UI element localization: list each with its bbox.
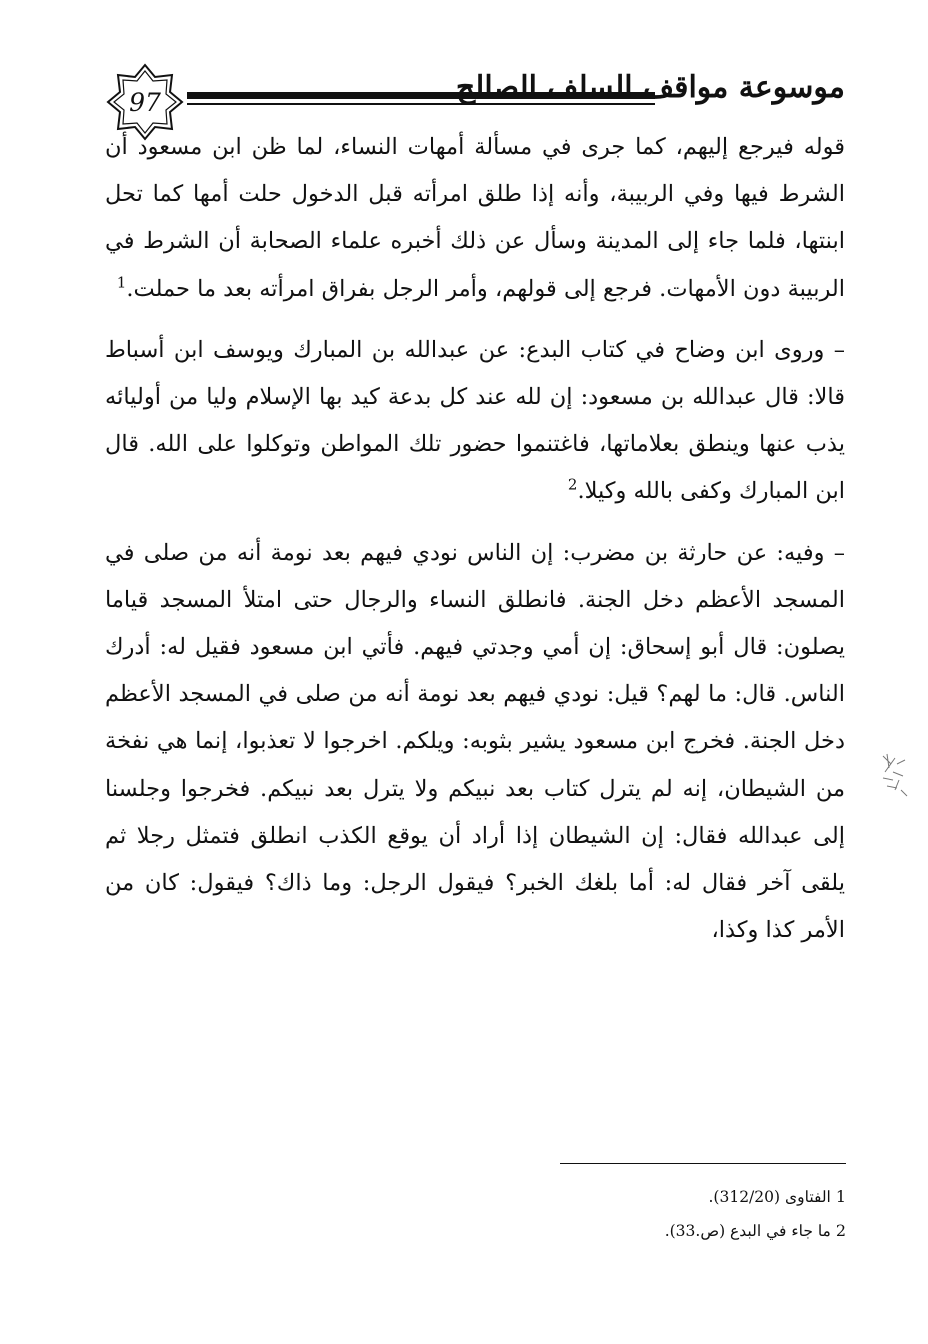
footnote-separator <box>560 1163 846 1164</box>
footnote-text: الفتاوى (312/20). <box>708 1188 831 1206</box>
paragraph-text: – وفيه: عن حارثة بن مضرب: إن الناس نودي فيهم بعد نومة أنه من صلى في المسجد الأعظم دخل الجنة. فانطلق النساء والرجال حتى امتلأ المسجد قياما يصلون: قال أبو إسحاق: إن أمي وجدتي فيهم. فأتي ابن مسعود فقيل له: أدرك الناس. قال: ما لهم؟ قيل: نودي فيهم بعد نومة أنه من صلى في المسجد الأعظم دخل الجنة. فخرج ابن مسعود يشير بثوبه: ويلكم. اخرجوا لا تعذبوا، إنما هي نفخة من الشيطان، إنه لم يترل كتاب بعد نبيكم ولا يترل بعد نبيكم. فخرجوا وجلسنا إلى عبدالله فقال: إن الشيطان إذا أراد أن يوقع الكذب انطلق فتمثل رجلا ثم يلقى آخر فقال له: أما بلغك الخبر؟ فيقول الرجل: وما ذاك؟ فيقول: كان من الأمر كذا وكذا، <box>105 539 845 944</box>
paragraph-text: – وروى ابن وضاح في كتاب البدع: عن عبدالله بن المبارك ويوسف ابن أسباط قالا: قال عبدالله بن مسعود: إن لله عند كل بدعة كيد بها الإسلام وليا من أوليائه يذب عنها وينطق بعلاماتها، فاغتنموا حضور تلك المواطن وتوكلوا على الله. قال ابن المبارك وكفى بالله وكيلا. <box>105 336 845 505</box>
paragraph-text: قوله فيرجع إليهم، كما جرى في مسألة أمهات النساء، لما ظن ابن مسعود أن الشرط فيها وفي الربيبة، وأنه إذا طلق امرأته قبل الدخول حلت أمها كما تحل ابنتها، فلما جاء إلى المدينة وسأل عن ذلك أخبره علماء الصحابة أن الشرط في الربيبة دون الأمهات. فرجع إلى قولهم، وأمر الرجل بفراق امرأته بعد ما حملت. <box>105 134 845 302</box>
paragraph <box>105 124 845 313</box>
margin-mark <box>877 750 911 802</box>
footnote <box>560 1214 846 1248</box>
footnote <box>560 1180 846 1214</box>
footnote-ref[interactable]: 1 <box>116 273 127 292</box>
footnote-ref[interactable]: 2 <box>567 475 578 494</box>
book-title: موسوعة مواقف السلف الصالح <box>455 70 845 105</box>
page-number: 97 <box>129 87 161 117</box>
footnote-number: 1 <box>835 1187 846 1206</box>
footnote-text: ما جاء في البدع (ص.33). <box>664 1222 831 1240</box>
paragraph <box>105 327 845 516</box>
paragraph <box>105 530 845 955</box>
footnote-number: 2 <box>835 1221 846 1240</box>
footnotes <box>560 1180 846 1248</box>
body-text <box>105 124 845 954</box>
